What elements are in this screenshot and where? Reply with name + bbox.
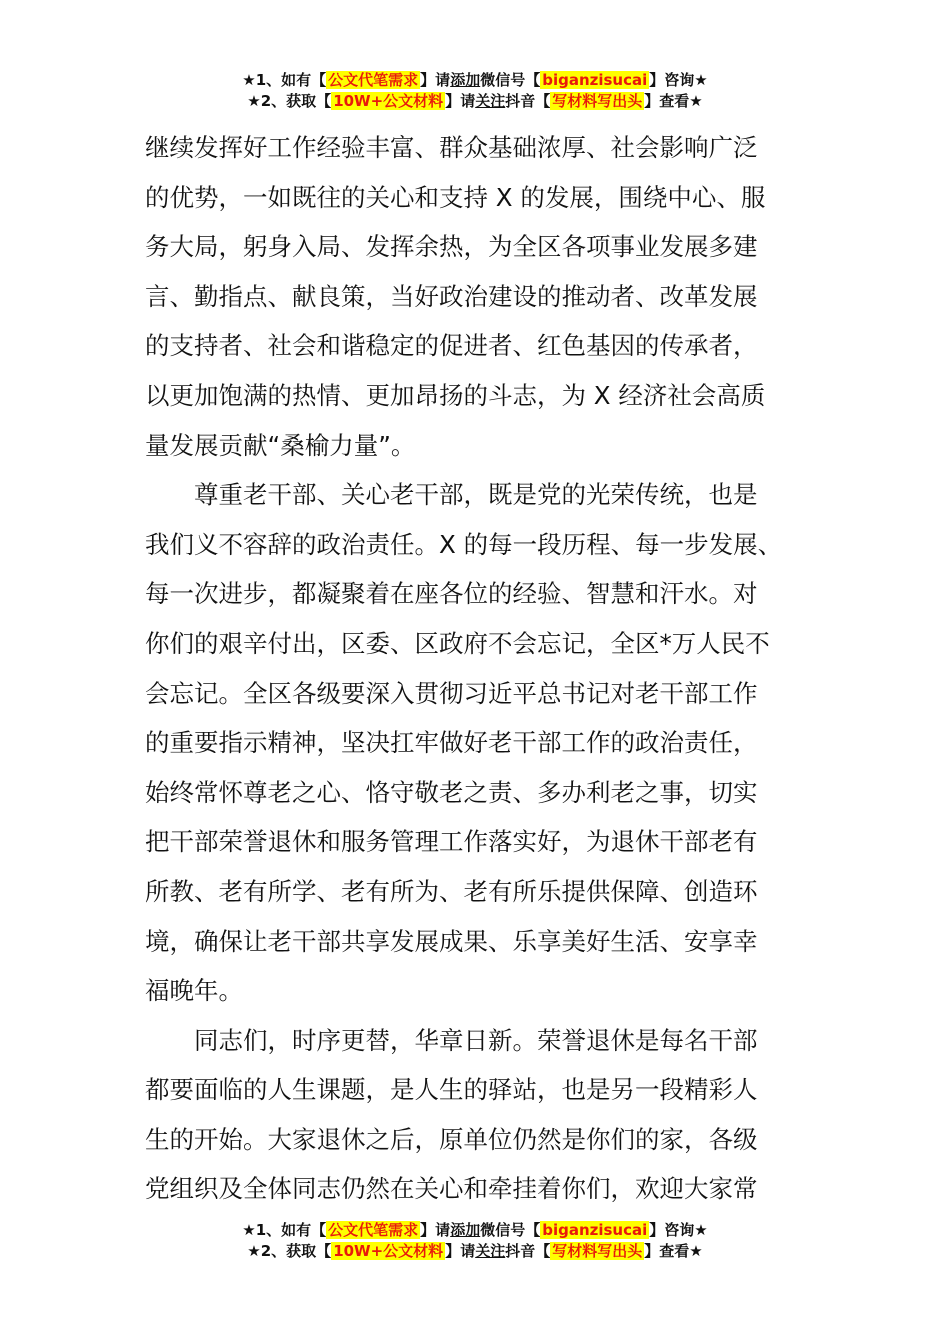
highlight-service: 公文代笔需求 (328, 1221, 419, 1239)
body-line: 会忘记。全区各级要深入贯彻习近平总书记对老干部工作 (145, 678, 758, 708)
body-line: 福晚年。 (145, 976, 243, 1006)
banner-line-1 (0, 70, 950, 91)
body-line: 把干部荣誉退休和服务管理工作落实好，为退休干部老有 (145, 827, 758, 857)
banner-emphasis: 关注 (475, 1242, 506, 1260)
banner-text: 】查看★ (644, 1242, 703, 1260)
banner-line-2 (0, 91, 950, 112)
banner-text: 抖音【 (505, 1242, 551, 1260)
highlight-materials: 10W+公文材料 (333, 1242, 444, 1260)
document-body (145, 123, 807, 1214)
header-banner (0, 70, 950, 112)
banner-text: ★2、获取【 (247, 92, 332, 110)
body-line: 所教、老有所学、老有所为、老有所乐提供保障、创造环 (145, 876, 758, 906)
body-line: 我们义不容辞的政治责任。X 的每一段历程、每一步发展、 (145, 529, 783, 559)
paragraph-start: 同志们，时序更替，华章日新。荣誉退休是每名干部 (194, 1025, 758, 1055)
paragraph-start: 尊重老干部、关心老干部，既是党的光荣传统，也是 (194, 480, 758, 510)
banner-emphasis: 添加 (450, 1221, 481, 1239)
body-line: 继续发挥好工作经验丰富、群众基础浓厚、社会影响广泛 (145, 133, 758, 162)
banner-line-1 (0, 1220, 950, 1241)
body-line: 党组织及全体同志仍然在关心和牵挂着你们，欢迎大家常 (145, 1174, 758, 1204)
body-line: 境，确保让老干部共享发展成果、乐享美好生活、安享幸 (145, 926, 758, 956)
body-line: 量发展贡献“桑榆力量”。 (145, 430, 416, 460)
body-line: 始终常怀尊老之心、恪守敬老之责、多办利老之事，切实 (145, 777, 758, 807)
footer-banner (0, 1220, 950, 1262)
banner-text: ★2、获取【 (247, 1242, 332, 1260)
banner-text: ★1、如有【 (242, 71, 327, 89)
body-line: 生的开始。大家退休之后，原单位仍然是你们的家，各级 (145, 1124, 758, 1154)
body-line: 务大局，躬身入局、发挥余热，为全区各项事业发展多建 (145, 232, 758, 262)
banner-text: 】咨询★ (649, 1221, 708, 1239)
highlight-wechat-id: biganzisucai (542, 1221, 648, 1239)
banner-line-2 (0, 1241, 950, 1262)
banner-text: 】查看★ (644, 92, 703, 110)
highlight-douyin-account: 写材料写出头 (552, 92, 643, 110)
highlight-wechat-id: biganzisucai (542, 71, 648, 89)
highlight-materials: 10W+公文材料 (333, 92, 444, 110)
banner-text: 】请 (420, 1221, 451, 1239)
body-line: 都要面临的人生课题，是人生的驿站，也是另一段精彩人 (145, 1075, 758, 1105)
body-line: 你们的艰辛付出，区委、区政府不会忘记，全区*万人民不 (145, 628, 770, 658)
banner-text: 】请 (420, 71, 451, 89)
body-line: 每一次进步，都凝聚着在座各位的经验、智慧和汗水。对 (145, 579, 758, 609)
banner-text: ★1、如有【 (242, 1221, 327, 1239)
body-line: 的支持者、社会和谐稳定的促进者、红色基因的传承者， (145, 331, 758, 361)
banner-text: 微信号【 (480, 71, 541, 89)
banner-emphasis: 添加 (450, 71, 481, 89)
banner-text: 抖音【 (505, 92, 551, 110)
banner-text: 】请 (445, 1242, 476, 1260)
highlight-service: 公文代笔需求 (328, 71, 419, 89)
banner-text: 】咨询★ (649, 71, 708, 89)
body-line: 的重要指示精神，坚决扛牢做好老干部工作的政治责任， (145, 728, 758, 758)
highlight-douyin-account: 写材料写出头 (552, 1242, 643, 1260)
banner-text: 微信号【 (480, 1221, 541, 1239)
body-line: 言、勤指点、献良策，当好政治建设的推动者、改革发展 (145, 281, 758, 311)
body-line: 以更加饱满的热情、更加昂扬的斗志，为 X 经济社会高质 (145, 380, 766, 410)
banner-emphasis: 关注 (475, 92, 506, 110)
banner-text: 】请 (445, 92, 476, 110)
body-line: 的优势，一如既往的关心和支持 X 的发展，围绕中心、服 (145, 182, 766, 212)
